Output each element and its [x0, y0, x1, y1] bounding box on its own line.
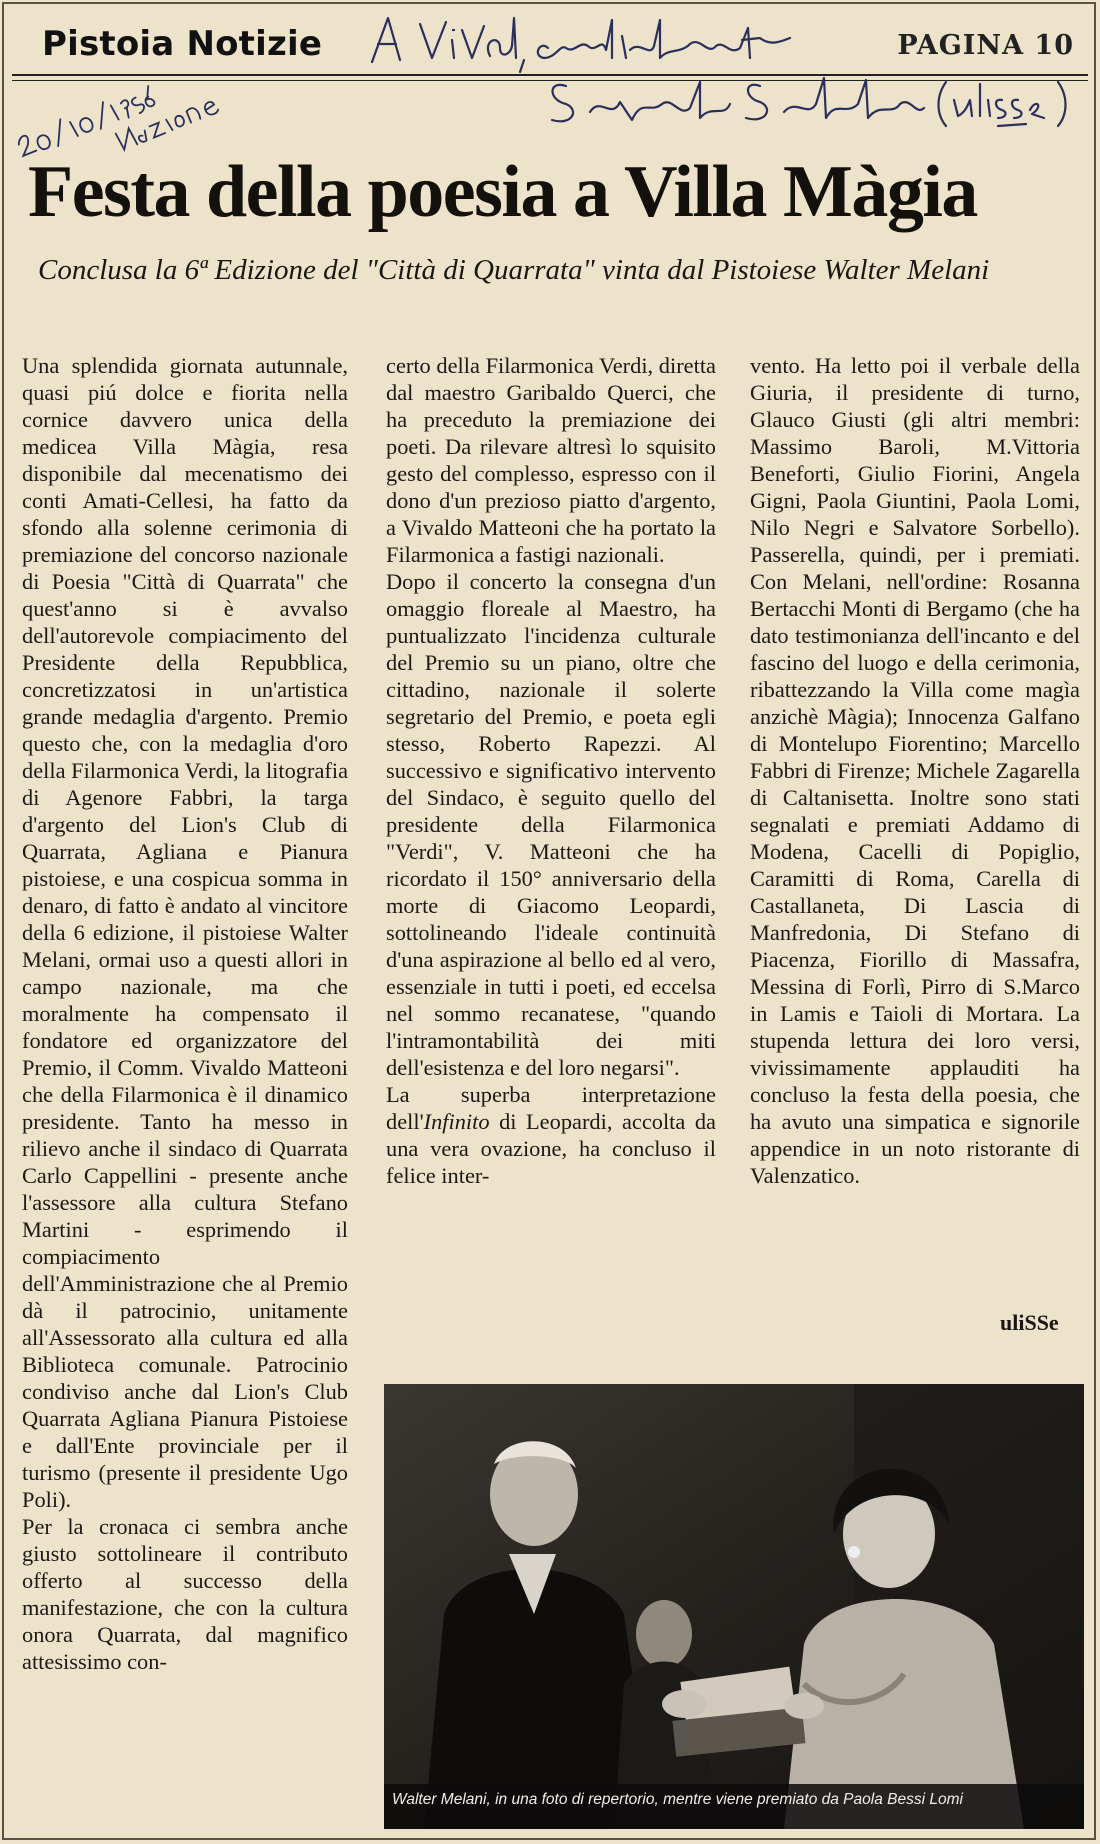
news-photo [384, 1384, 1084, 1829]
article-column-2 [386, 352, 716, 1189]
paragraph: Una splendida giornata autunnale, quasi piú dolce e fiorita nella cornice davvero unica della medicea Villa Màgia, resa disponibile dal mecenatismo dei conti Amati-Cellesi, ha fatto da sfondo alla solenne cerimonia di premiazione del concorso nazionale di Poesia "Città di Quarrata" che quest'anno si è avvalso dell'autorevole compiacimento del Presidente della Repubblica, concretizzatosi in un'artistica grande medaglia d'argento. Premio questo che, con la medaglia d'oro della Filarmonica Verdi, la litografia di Agenore Fabbri, la targa d'argento del Lion's Club di Quarrata, Agliana e Pianura pistoiese, e una cospicua somma in denaro, di fatto è andato al vincitore della 6 edizione, il pistoiese Walter Melani, ormai uso a questi allori in campo nazionale, ma che moralmente ha compensato il fondatore ed organizzatore del Premio, il Comm. Vivaldo Matteoni che della Filarmonica è il dinamico presidente. Tanto ha messo in rilievo anche il sindaco di Quarrata Carlo Cappellini - presente anche l'assessore alla cultura Stefano Martini - esprimendo il compiacimento dell'Amministrazione che al Premio dà il patrocinio, unitamente all'Assessorato alla cultura ed alla Biblioteca comunale. Patrocinio condiviso anche dal Lion's Club Quarrata Agliana Pianura Pistoiese e dall'Ente provinciale per il turismo (presente il presidente Ugo Poli). [22, 353, 349, 1512]
paragraph-text: di Leopardi, accolta da una vera ovazione, ha concluso il felice inter- [386, 1109, 716, 1188]
page-number: PAGINA 10 [897, 30, 1074, 61]
photo-illustration [384, 1384, 1084, 1829]
paragraph: vento. Ha letto poi il verbale della Giuria, il presidente di turno, Glauco Giusti (gli altri membri: Massimo Baroli, M.Vittoria Beneforti, Giulio Fiorini, Angela Gigni, Paola Giuntini, Paola Lomi, Nilo Negri e Salvatore Sorbello). Passerella, quindi, per i premiati. Con Melani, nell'ordine: Rosanna Bertacchi Monti di Bergamo (che ha dato testimonianza dell'incanto e del fascino del luogo e della cerimonia, ribattezzando la Villa come magìa anzichè Màgia); Innocenza Galfano di Montelupo Fiorentino; Marcello Fabbri di Firenze; Michele Zagarella di Caltanisetta. Inoltre sono stati segnalati e premiati Addamo di Modena, Cacelli di Popiglio, Caramitti di Roma, Carella di Castallaneta, Di Lascia di Manfredonia, Di Stefano di Piacenza, Fiorillo di Massafra, Messina di Forlì, Pirro di S.Marco in Lamis e Taioli di Mortara. La stupenda lettura dei loro versi, vivissimamente applauditi ha concluso la festa della poesia, che ha avuto una simpatica e signorile appendice in un noto ristorante di Valenzatico. [750, 353, 1080, 1188]
page-header [12, 18, 1088, 76]
paragraph: certo della Filarmonica Verdi, diretta dal maestro Garibaldo Querci, che ha preceduto la premiazione dei poeti. Da rilevare altresì lo squisito gesto del complesso, espresso con il dono d'un prezioso piatto d'argento, a Vivaldo Matteoni che ha portato la Filarmonica a fastigi nazionali. [386, 353, 716, 567]
section-name: Pistoia Notizie [42, 24, 323, 64]
italic-title: Infinito [423, 1109, 490, 1134]
paragraph-text: La superba interpretazione dell' [386, 1082, 716, 1134]
paragraph: Per la cronaca ci sembra anche giusto sottolineare il contributo offerto al successo della manifestazione, che con la cultura onora Quarrata, dal magnifico attesissimo con- [22, 1514, 348, 1674]
article-subhead: Conclusa la 6ª Edizione del "Città di Quarrata" vinta dal Pistoiese Walter Melani [38, 254, 990, 286]
header-rule [12, 74, 1088, 76]
author-signature: uliSSe [1000, 1310, 1059, 1335]
article-column-3 [750, 352, 1080, 1189]
article-column-1 [22, 352, 348, 1675]
paragraph: Dopo il concerto la consegna d'un omaggio floreale al Maestro, ha puntualizzato l'incidenza culturale del Premio su un piano, oltre che cittadino, nazionale il solerte segretario del Premio, e poeta egli stesso, Roberto Rapezzi. Al successivo e significativo intervento del Sindaco, è seguito quello del presidente della Filarmonica "Verdi", V. Matteoni che ha ricordato il 150° anniversario della morte di Giacomo Leopardi, sottolineando l'ideale continuità d'una aspirazione al bello ed al vero, essenziale in tutti i poeti, ed eccelsa nel sommo recanatese, "quando l'intramontabilità dei miti dell'esistenza e del loro negarsi". [386, 569, 716, 1080]
photo-caption: Walter Melani, in una foto di repertorio, mentre viene premiato da Paola Bessi Lomi [392, 1791, 963, 1808]
paragraph [386, 1081, 716, 1189]
article-headline: Festa della poesia a Villa Màgia [28, 151, 977, 233]
header-rule-thin [12, 80, 1088, 81]
